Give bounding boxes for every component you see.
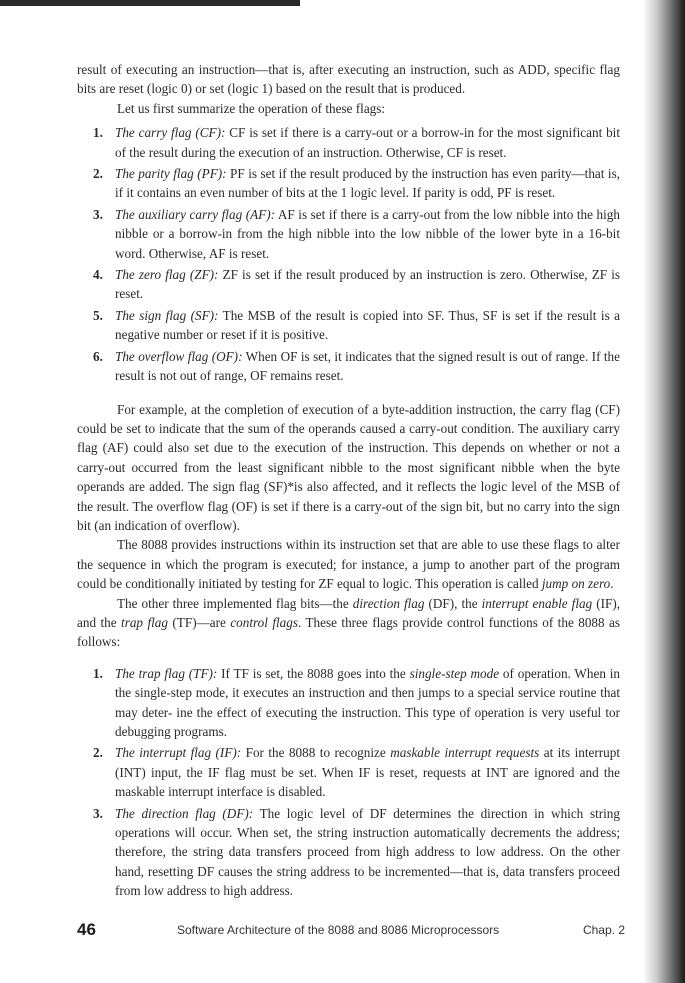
intro-paragraph: result of executing an instruction—that is, after executing an instruction, such as ADD, specific flag bits are reset (logic 0) or set (logic 1) based on the result that is produced. (77, 62, 620, 97)
flag-term: The interrupt flag (IF): (115, 745, 242, 761)
top-rule (0, 0, 300, 6)
flag-term: The auxiliary carry flag (AF): (115, 206, 276, 222)
list-item: 1. The trap flag (TF): If TF is set, the 8088 goes into the single-step mode of operation. When in the single-step mode, it executes an instruction and then jumps to a special service routine that may deter- ine the effect of executing the instruction. This type of operation is very useful tor debugging programs. (93, 665, 620, 739)
flag-term: The sign flag (SF): (115, 307, 219, 323)
flag-term: The trap flag (TF): (115, 665, 218, 681)
page-number: 46 (77, 920, 96, 939)
summary-lead: Let us first summarize the operation of these flags: (117, 100, 386, 116)
running-title: Software Architecture of the 8088 and 8086 Microprocessors (177, 923, 500, 937)
status-flag-list (77, 123, 620, 385)
list-item: 2. The parity flag (PF): PF is set if the result produced by the instruction has even parity—that is, if it contains an even number of bits at the 1 logic level. If parity is odd, PF is reset. (93, 166, 621, 201)
flag-term: The parity flag (PF): (115, 166, 227, 182)
conditional-jump-paragraph: The 8088 provides instructions within its instruction set that are able to use these flags to alter the sequence in which the program is executed; for instance, a jump to another part of the program could be conditionally initiated by testing for ZF equal to logic. This operation is called jump on zero. (77, 537, 620, 592)
page-footer (77, 920, 625, 944)
list-item: 4. The zero flag (ZF): ZF is set if the result produced by an instruction is zero. Otherwise, ZF is reset. (93, 267, 621, 302)
list-item: 3. The auxiliary carry flag (AF): AF is set if there is a carry-out from the low nibble into the high nibble or a borrow-in from the high nibble into the low nibble of the lower byte in a 16-bit word. Otherwise, AF is reset. (93, 206, 620, 261)
chapter-label: Chap. 2 (582, 923, 625, 937)
flag-term: The overflow flag (OF): (115, 348, 243, 364)
flag-term: The carry flag (CF): (115, 125, 226, 141)
control-flag-list (77, 664, 620, 901)
example-paragraph: For example, at the completion of execution of a byte-addition instruction, the carry flag (CF) could be set to indicate that the sum of the operands caused a carry-out condition. The auxiliary carry flag (AF) could also set due to the execution of the instruction. This depends on whether or not a carry-out occurred from the least significant nibble to the most significant nibble when the byte operands are added. The sign flag (SF)*is also affected, and it reflects the logic level of the MSB of the result. The overflow flag (OF) is set if there is a carry-out of the sign bit, but no carry into the sign bit (an indication of overflow). (77, 401, 620, 533)
list-item: 6. The overflow flag (OF): When OF is set, it indicates that the signed result is out of range. If the result is not out of range, OF remains reset. (93, 348, 620, 384)
list-item: 5. The sign flag (SF): The MSB of the result is copied into SF. Thus, SF is set if the result is a negative number or reset if it is positive. (93, 307, 620, 343)
flag-term: The zero flag (ZF): (115, 267, 219, 283)
list-item: 2. The interrupt flag (IF): For the 8088 to recognize maskable interrupt requests at its interrupt (INT) input, the IF flag must be set. When IF is reset, requests at INT are ignored and the maskable interrupt interface is disabled. (93, 745, 621, 800)
page-body (77, 60, 620, 903)
list-item: 1. The carry flag (CF): CF is set if there is a carry-out or a borrow-in for the most significant bit of the result during the execution of an instruction. Otherwise, CF is reset. (93, 125, 621, 160)
jump-on-zero-term: jump on zero (541, 576, 611, 592)
page-edge-shadow (643, 0, 685, 983)
list-item: 3. The direction flag (DF): The logic level of DF determines the direction in which string operations will occur. When set, the string instruction automatically decrements the address; therefore, the string data transfers proceed from high address to low address. On the other hand, resetting DF causes the string address to be incremented—that is, data transfers proceed from low address to high address. (93, 805, 620, 899)
flag-term: The direction flag (DF): (115, 805, 254, 821)
control-flags-paragraph: The other three implemented flag bits—the direction flag (DF), the interrupt enable flag (IF), and the trap flag (TF)—are control flags. These three flags provide control functions of the 8088 as follows: (77, 595, 621, 650)
